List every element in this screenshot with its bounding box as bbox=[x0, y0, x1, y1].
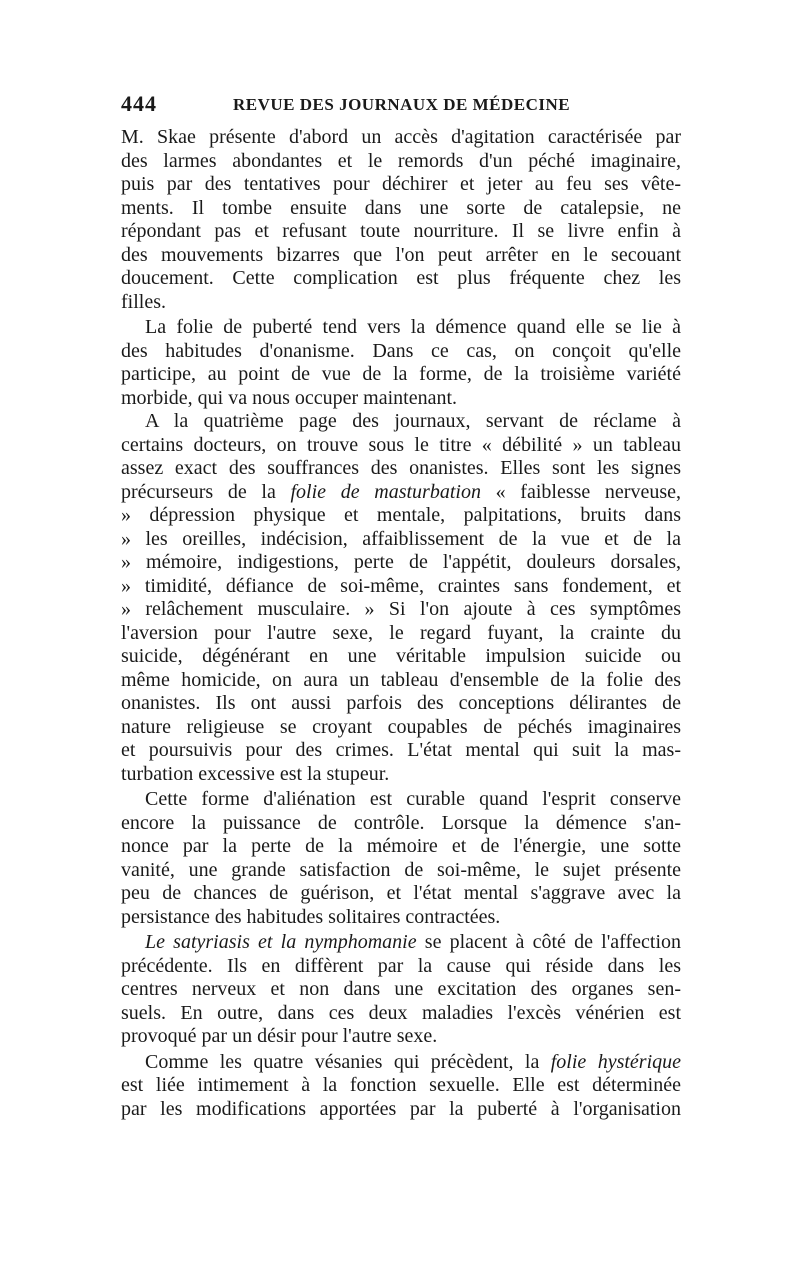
text-line: des larmes abondantes et le remords d'un péché imaginaire, bbox=[121, 149, 681, 172]
page-number: 444 bbox=[121, 91, 157, 116]
paragraph bbox=[121, 126, 681, 314]
italic-term: folie hystérique bbox=[550, 1050, 681, 1073]
page-header bbox=[121, 91, 681, 121]
text-segment: se placent à côté de l'affection bbox=[424, 931, 681, 953]
text-line: A la quatrième page des journaux, servant de réclame à bbox=[145, 410, 681, 432]
text-line: nature religieuse se croyant coupables de péchés imaginaires bbox=[121, 715, 681, 738]
text-segment: précurseurs de la bbox=[121, 480, 276, 503]
text-line: participe, au point de vue de la forme, de la troisième variété bbox=[121, 363, 681, 385]
text-line: » les oreilles, indécision, affaiblissement de la vue et de la bbox=[121, 527, 681, 550]
text-line: Cette forme d'aliénation est curable quand l'esprit conserve bbox=[145, 788, 681, 810]
text-line: peu de chances de guérison, et l'état mental s'aggrave avec la bbox=[121, 882, 681, 904]
text-segment: Comme les quatre vésanies qui précèdent, la bbox=[145, 1050, 540, 1073]
text-line: provoqué par un désir pour l'autre sexe. bbox=[121, 1025, 438, 1047]
body-text bbox=[121, 126, 681, 1121]
paragraph bbox=[121, 410, 681, 786]
text-line: encore la puissance de contrôle. Lorsque la démence s'an- bbox=[121, 811, 681, 834]
text-line bbox=[121, 481, 681, 505]
text-line: persistance des habitudes solitaires contractées. bbox=[121, 905, 501, 928]
text-line: vanité, une grande satisfaction de soi-même, le sujet présente bbox=[121, 858, 681, 881]
text-line bbox=[121, 1051, 681, 1075]
text-line: est liée intimement à la fonction sexuelle. Elle est déterminée bbox=[121, 1074, 681, 1096]
text-line: onanistes. Ils ont aussi parfois des conceptions délirantes de bbox=[121, 692, 681, 714]
italic-term: folie de masturbation bbox=[290, 480, 481, 503]
text-line: des mouvements bizarres que l'on peut arrêter en le secouant bbox=[121, 243, 681, 266]
text-line: suels. En outre, dans ces deux maladies l'excès vénérien est bbox=[121, 1001, 681, 1024]
text-line bbox=[121, 931, 681, 955]
paragraph bbox=[121, 316, 681, 410]
text-line: certains docteurs, on trouve sous le titre « débilité » un tableau bbox=[121, 433, 681, 456]
text-line: filles. bbox=[121, 290, 166, 313]
text-line: M. Skae présente d'abord un accès d'agitation caractérisée par bbox=[121, 126, 681, 148]
text-line: des habitudes d'onanisme. Dans ce cas, on conçoit qu'elle bbox=[121, 339, 681, 362]
text-line: suicide, dégénérant en une véritable impulsion suicide ou bbox=[121, 645, 681, 667]
paragraph bbox=[121, 788, 681, 929]
text-line: assez exact des souffrances des onanistes. Elles sont les signes bbox=[121, 457, 681, 479]
paragraph bbox=[121, 931, 681, 1049]
text-line: puis par des tentatives pour déchirer et jeter au feu ses vête- bbox=[121, 173, 681, 195]
text-line: » relâchement musculaire. » Si l'on ajoute à ces symptômes bbox=[121, 598, 681, 620]
text-line: précédente. Ils en diffèrent par la cause qui réside dans les bbox=[121, 954, 681, 977]
text-line: ments. Il tombe ensuite dans une sorte de catalepsie, ne bbox=[121, 196, 681, 219]
paragraph bbox=[121, 1051, 681, 1122]
running-title: REVUE DES JOURNAUX DE MÉDECINE bbox=[233, 95, 571, 114]
text-line: » timidité, défiance de soi-même, craintes sans fondement, et bbox=[121, 574, 681, 597]
text-line: La folie de puberté tend vers la démence quand elle se lie à bbox=[145, 316, 681, 338]
text-line: doucement. Cette complication est plus fréquente chez les bbox=[121, 267, 681, 289]
text-segment: « faiblesse nerveuse, bbox=[495, 480, 681, 503]
text-line: même homicide, on aura un tableau d'ensemble de la folie des bbox=[121, 668, 681, 691]
text-line: nonce par la perte de la mémoire et de l'énergie, une sotte bbox=[121, 835, 681, 857]
text-line: morbide, qui va nous occuper maintenant. bbox=[121, 386, 458, 409]
text-line: l'aversion pour l'autre sexe, le regard fuyant, la crainte du bbox=[121, 621, 681, 644]
text-line: et poursuivis pour des crimes. L'état mental qui suit la mas- bbox=[121, 739, 681, 761]
text-line: répondant pas et refusant toute nourriture. Il se livre enfin à bbox=[121, 220, 681, 242]
text-line: » mémoire, indigestions, perte de l'appétit, douleurs dorsales, bbox=[121, 551, 681, 573]
text-line: » dépression physique et mentale, palpitations, bruits dans bbox=[121, 504, 681, 526]
text-line: par les modifications apportées par la puberté à l'organisation bbox=[121, 1097, 681, 1120]
italic-term: Le satyriasis et la nymphomanie bbox=[145, 931, 417, 953]
text-line: turbation excessive est la stupeur. bbox=[121, 762, 390, 785]
text-line: centres nerveux et non dans une excitation des organes sen- bbox=[121, 978, 681, 1000]
